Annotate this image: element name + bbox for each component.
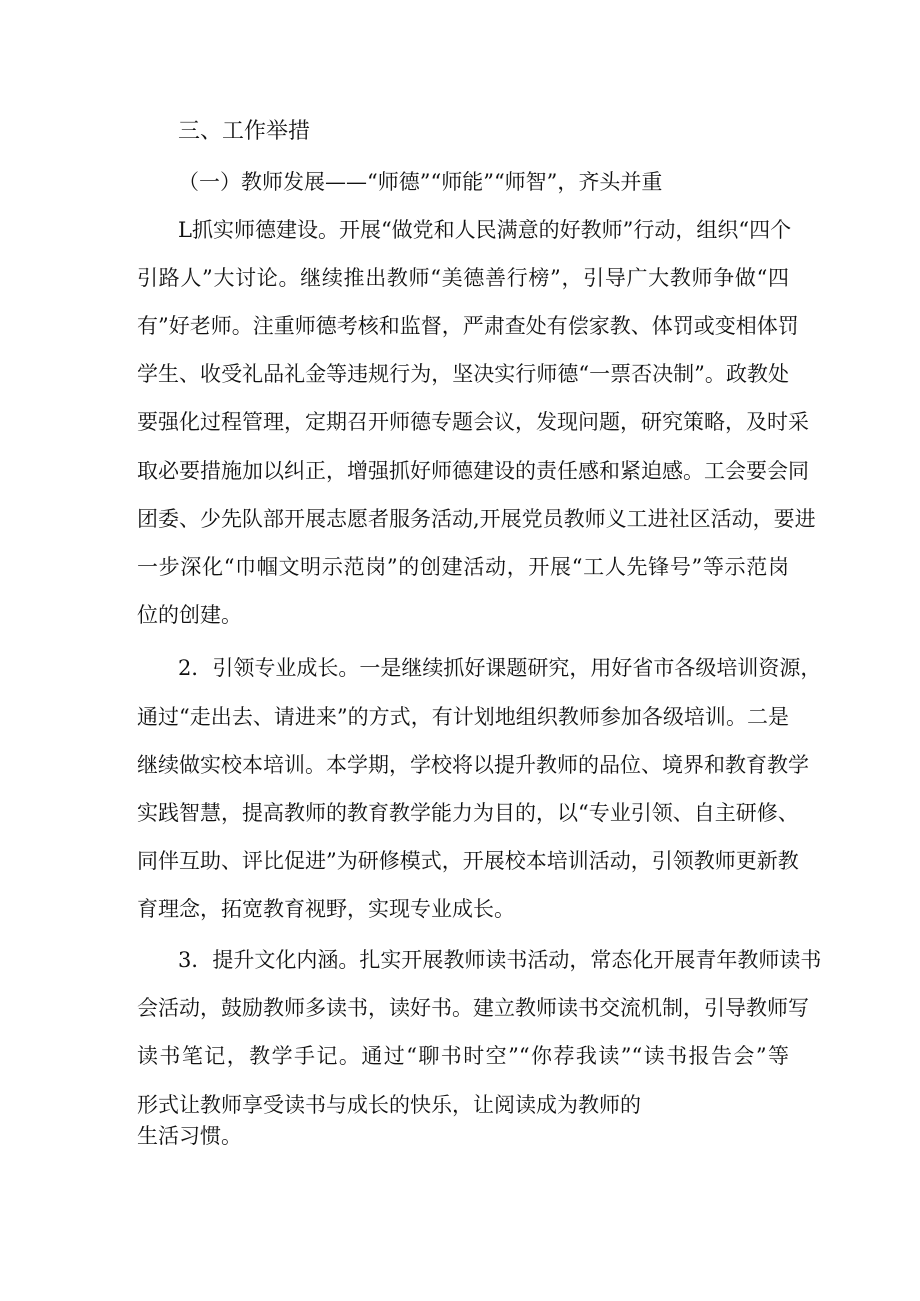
paragraph-1-line-7: 团委、少先队部开展志愿者服务活动,开展党员教师义工进社区活动，要进 [137, 507, 816, 531]
subheading: （一）教师发展——“师德”“师能”“师智”，齐头并重 [178, 170, 663, 194]
paragraph-1-line-6: 取必要措施加以纠正，增强抓好师德建设的责任感和紧迫感。工会要会同 [137, 459, 809, 483]
paragraph-1-line-4: 学生、收受礼品礼金等违规行为，坚决实行师德“一票否决制”。政教处 [137, 362, 789, 386]
paragraph-1-line-9: 位的创建。 [137, 603, 242, 627]
paragraph-3-line-1: 3．提升文化内涵。扎实开展教师读书活动，常态化开展青年教师读书 [178, 948, 822, 972]
paragraph-3-line-3: 读书笔记，教学手记。通过“聊书时空”“你荐我读”“读书报告会”等 [137, 1044, 789, 1068]
paragraph-3-line-2: 会活动，鼓励教师多读书，读好书。建立教师读书交流机制，引导教师写 [137, 996, 809, 1020]
section-heading: 三、工作举措 [178, 119, 311, 144]
paragraph-2-line-6: 育理念，拓宽教育视野，实现专业成长。 [137, 897, 515, 921]
paragraph-1-line-8: 一步深化“巾帼文明示范岗”的创建活动，开展“工人先锋号”等示范岗 [137, 555, 789, 579]
paragraph-1-line-2: 引路人”大讨论。继续推出教师“美德善行榜”，引导广大教师争做“四 [137, 266, 789, 290]
paragraph-2-line-2: 通过“走出去、请进来”的方式，有计划地组织教师参加各级培训。二是 [137, 705, 789, 729]
paragraph-2-line-4: 实践智慧，提高教师的教育教学能力为目的，以“专业引领、自主研修、 [137, 801, 799, 825]
paragraph-2-line-1: 2．引领专业成长。一是继续抓好课题研究，用好省市各级培训资源， [178, 656, 822, 680]
paragraph-2-line-3: 继续做实校本培训。本学期，学校将以提升教师的品位、境界和教育教学 [137, 753, 809, 777]
paragraph-1-line-5: 要强化过程管理，定期召开师德专题会议，发现问题，研究策略，及时采 [137, 410, 809, 434]
paragraph-3-line-5: 生活习惯。 [137, 1124, 242, 1148]
paragraph-2-line-5: 同伴互助、评比促进”为研修模式，开展校本培训活动，引领教师更新教 [137, 849, 799, 873]
paragraph-1-line-3: 有”好老师。注重师德考核和监督，严肃查处有偿家教、体罚或变相体罚 [137, 314, 799, 338]
paragraph-3-line-4: 形式让教师享受读书与成长的快乐，让阅读成为教师的 [137, 1093, 641, 1117]
paragraph-1-line-1: L抓实师德建设。开展“做党和人民满意的好教师”行动，组织“四个 [178, 218, 792, 242]
